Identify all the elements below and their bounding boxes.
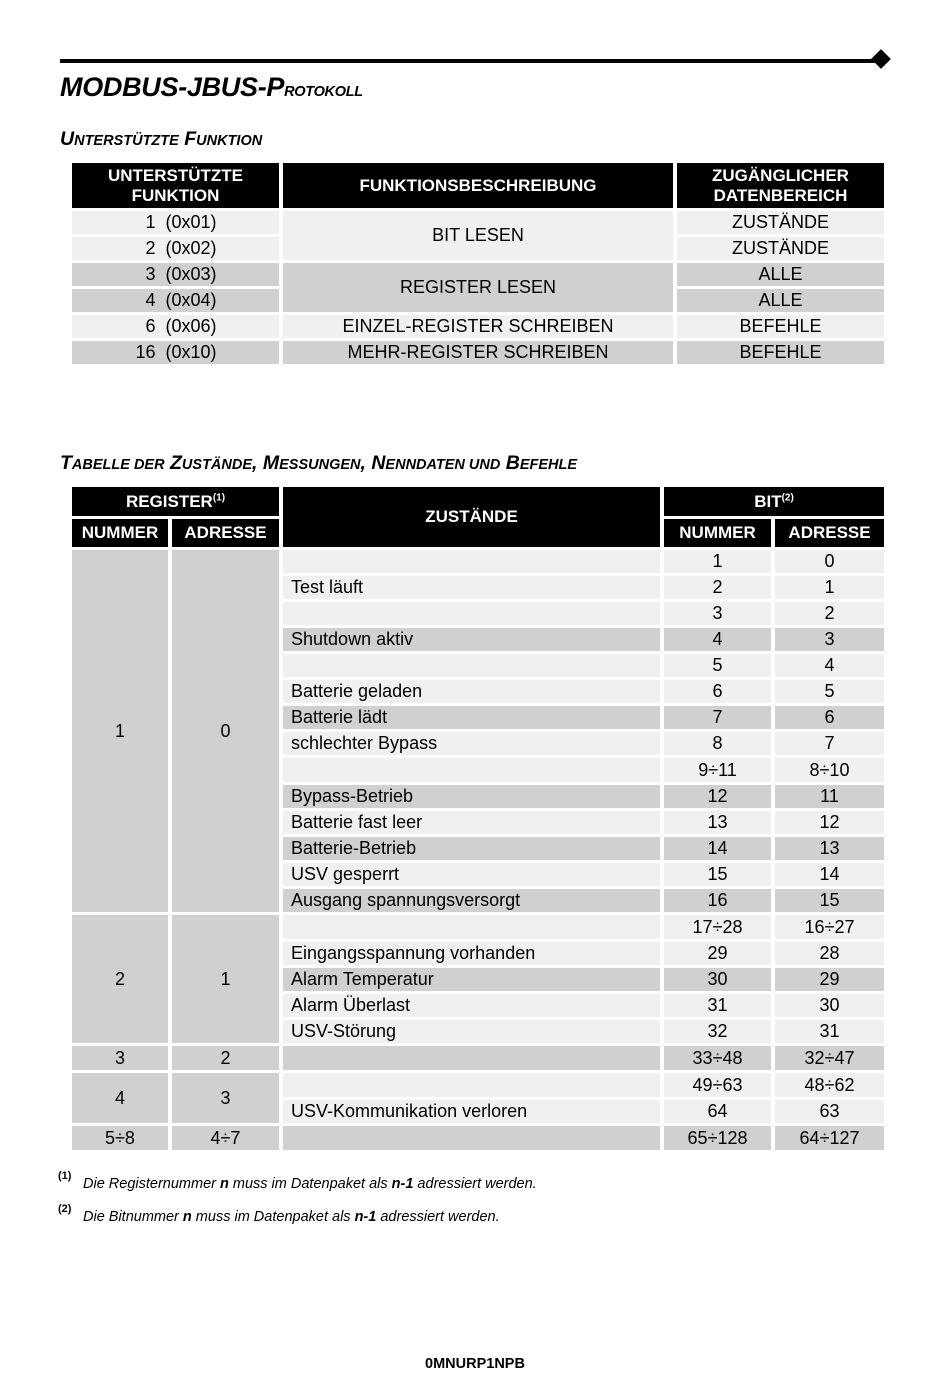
header-register-address: ADRESSE xyxy=(172,519,279,547)
state-label: USV gesperrt xyxy=(283,863,660,886)
footnote-1: (1) Die Registernummer n muss im Datenpaket als n-1 adressiert werden. xyxy=(58,1170,537,1192)
data-area: ALLE xyxy=(677,263,884,286)
state-label: Test läuft xyxy=(283,576,660,599)
bit-number: 17÷28 xyxy=(664,915,771,939)
bit-address: 1 xyxy=(775,576,884,599)
bit-number: 1 xyxy=(664,550,771,573)
table-row xyxy=(72,1073,884,1097)
bit-address: 16÷27 xyxy=(775,915,884,939)
bit-address: 11 xyxy=(775,785,884,808)
data-area: BEFEHLE xyxy=(677,341,884,364)
bit-number: 29 xyxy=(664,942,771,965)
bit-address: 30 xyxy=(775,994,884,1017)
functions-table xyxy=(68,160,888,367)
bit-address: 0 xyxy=(775,550,884,573)
register-address: 3 xyxy=(172,1073,279,1123)
register-number: 4 xyxy=(72,1073,168,1123)
bit-address: 6 xyxy=(775,706,884,729)
function-description: MEHR-REGISTER SCHREIBEN xyxy=(283,341,673,364)
bit-number: 31 xyxy=(664,994,771,1017)
state-label: Batterie-Betrieb xyxy=(283,837,660,860)
state-label: Shutdown aktiv xyxy=(283,628,660,651)
bit-number: 6 xyxy=(664,680,771,703)
bit-number: 16 xyxy=(664,889,771,912)
top-rule xyxy=(60,59,878,63)
bit-address: 28 xyxy=(775,942,884,965)
register-number: 5÷8 xyxy=(72,1126,168,1150)
bit-number: 2 xyxy=(664,576,771,599)
state-label: Batterie lädt xyxy=(283,706,660,729)
data-area: ZUSTÄNDE xyxy=(677,237,884,260)
section-title-states: TABELLE DER ZUSTÄNDE, MESSUNGEN, NENNDATEN UND BEFEHLE xyxy=(60,452,578,474)
register-number: 1 xyxy=(72,550,168,912)
state-label xyxy=(283,654,660,677)
state-label: Eingangsspannung vorhanden xyxy=(283,942,660,965)
states-table xyxy=(68,484,888,1153)
function-code: 4 (0x04) xyxy=(72,289,279,312)
table-row xyxy=(72,915,884,939)
header-bit-address: ADRESSE xyxy=(775,519,884,547)
bit-address: 13 xyxy=(775,837,884,860)
table-row xyxy=(72,550,884,573)
header-bit-number: NUMMER xyxy=(664,519,771,547)
bit-number: 3 xyxy=(664,602,771,625)
state-label: schlechter Bypass xyxy=(283,732,660,755)
state-label xyxy=(283,915,660,939)
bit-address: 48÷62 xyxy=(775,1073,884,1097)
bit-address: 12 xyxy=(775,811,884,834)
bit-number: 7 xyxy=(664,706,771,729)
state-label xyxy=(283,1073,660,1097)
bit-number: 33÷48 xyxy=(664,1046,771,1070)
function-code: 2 (0x02) xyxy=(72,237,279,260)
function-code: 6 (0x06) xyxy=(72,315,279,338)
bit-address: 31 xyxy=(775,1020,884,1043)
function-code: 16 (0x10) xyxy=(72,341,279,364)
bit-address: 15 xyxy=(775,889,884,912)
bit-number: 4 xyxy=(664,628,771,651)
bit-number: 15 xyxy=(664,863,771,886)
bit-address: 29 xyxy=(775,968,884,991)
document-id: 0MNURP1NPB xyxy=(425,1356,525,1372)
state-label: Alarm Überlast xyxy=(283,994,660,1017)
header-register: REGISTER$^{(1)}$ xyxy=(72,487,279,516)
function-code: 3 (0x03) xyxy=(72,263,279,286)
bit-address: 2 xyxy=(775,602,884,625)
function-description: REGISTER LESEN xyxy=(283,263,673,312)
table-row xyxy=(72,1046,884,1070)
function-description: EINZEL-REGISTER SCHREIBEN xyxy=(283,315,673,338)
bit-number: 9÷11 xyxy=(664,758,771,782)
header-description: FUNKTIONSBESCHREIBUNG xyxy=(283,163,673,208)
bit-address: 64÷127 xyxy=(775,1126,884,1150)
bit-address: 8÷10 xyxy=(775,758,884,782)
register-address: 2 xyxy=(172,1046,279,1070)
register-number: 3 xyxy=(72,1046,168,1070)
bit-number: 30 xyxy=(664,968,771,991)
bit-address: 5 xyxy=(775,680,884,703)
bit-number: 32 xyxy=(664,1020,771,1043)
state-label: USV-Störung xyxy=(283,1020,660,1043)
register-number: 2 xyxy=(72,915,168,1043)
register-address: 1 xyxy=(172,915,279,1043)
header-data-area: ZUGÄNGLICHER DATENBEREICH xyxy=(677,163,884,208)
bit-number: 8 xyxy=(664,732,771,755)
state-label: Batterie fast leer xyxy=(283,811,660,834)
table-row xyxy=(72,1126,884,1150)
header-register-number: NUMMER xyxy=(72,519,168,547)
data-area: BEFEHLE xyxy=(677,315,884,338)
bit-number: 14 xyxy=(664,837,771,860)
state-label: USV-Kommunikation verloren xyxy=(283,1100,660,1123)
data-area: ZUSTÄNDE xyxy=(677,211,884,234)
footnote-2: (2) Die Bitnummer n muss im Datenpaket als n-1 adressiert werden. xyxy=(58,1203,500,1225)
state-label: Batterie geladen xyxy=(283,680,660,703)
state-label xyxy=(283,550,660,573)
bit-number: 65÷128 xyxy=(664,1126,771,1150)
register-address: 0 xyxy=(172,550,279,912)
section-title-functions: UNTERSTÜTZTE FUNKTION xyxy=(60,128,263,150)
register-address: 4÷7 xyxy=(172,1126,279,1150)
bit-address: 63 xyxy=(775,1100,884,1123)
bit-number: 5 xyxy=(664,654,771,677)
data-area: ALLE xyxy=(677,289,884,312)
bit-address: 14 xyxy=(775,863,884,886)
header-function: UNTERSTÜTZTE FUNKTION xyxy=(72,163,279,208)
function-description: BIT LESEN xyxy=(283,211,673,260)
bit-number: 64 xyxy=(664,1100,771,1123)
bit-address: 3 xyxy=(775,628,884,651)
state-label: Ausgang spannungsversorgt xyxy=(283,889,660,912)
diamond-icon xyxy=(871,49,891,69)
state-label: Bypass-Betrieb xyxy=(283,785,660,808)
state-label xyxy=(283,758,660,782)
header-states: ZUSTÄNDE xyxy=(283,487,660,547)
page-title: MODBUS-JBUS-PROTOKOLL xyxy=(60,72,363,102)
state-label xyxy=(283,1046,660,1070)
bit-address: 4 xyxy=(775,654,884,677)
header-bit: BIT$^{(2)}$ xyxy=(664,487,884,516)
state-label: Alarm Temperatur xyxy=(283,968,660,991)
bit-address: 32÷47 xyxy=(775,1046,884,1070)
state-label xyxy=(283,602,660,625)
bit-address: 7 xyxy=(775,732,884,755)
bit-number: 12 xyxy=(664,785,771,808)
bit-number: 49÷63 xyxy=(664,1073,771,1097)
function-code: 1 (0x01) xyxy=(72,211,279,234)
state-label xyxy=(283,1126,660,1150)
bit-number: 13 xyxy=(664,811,771,834)
